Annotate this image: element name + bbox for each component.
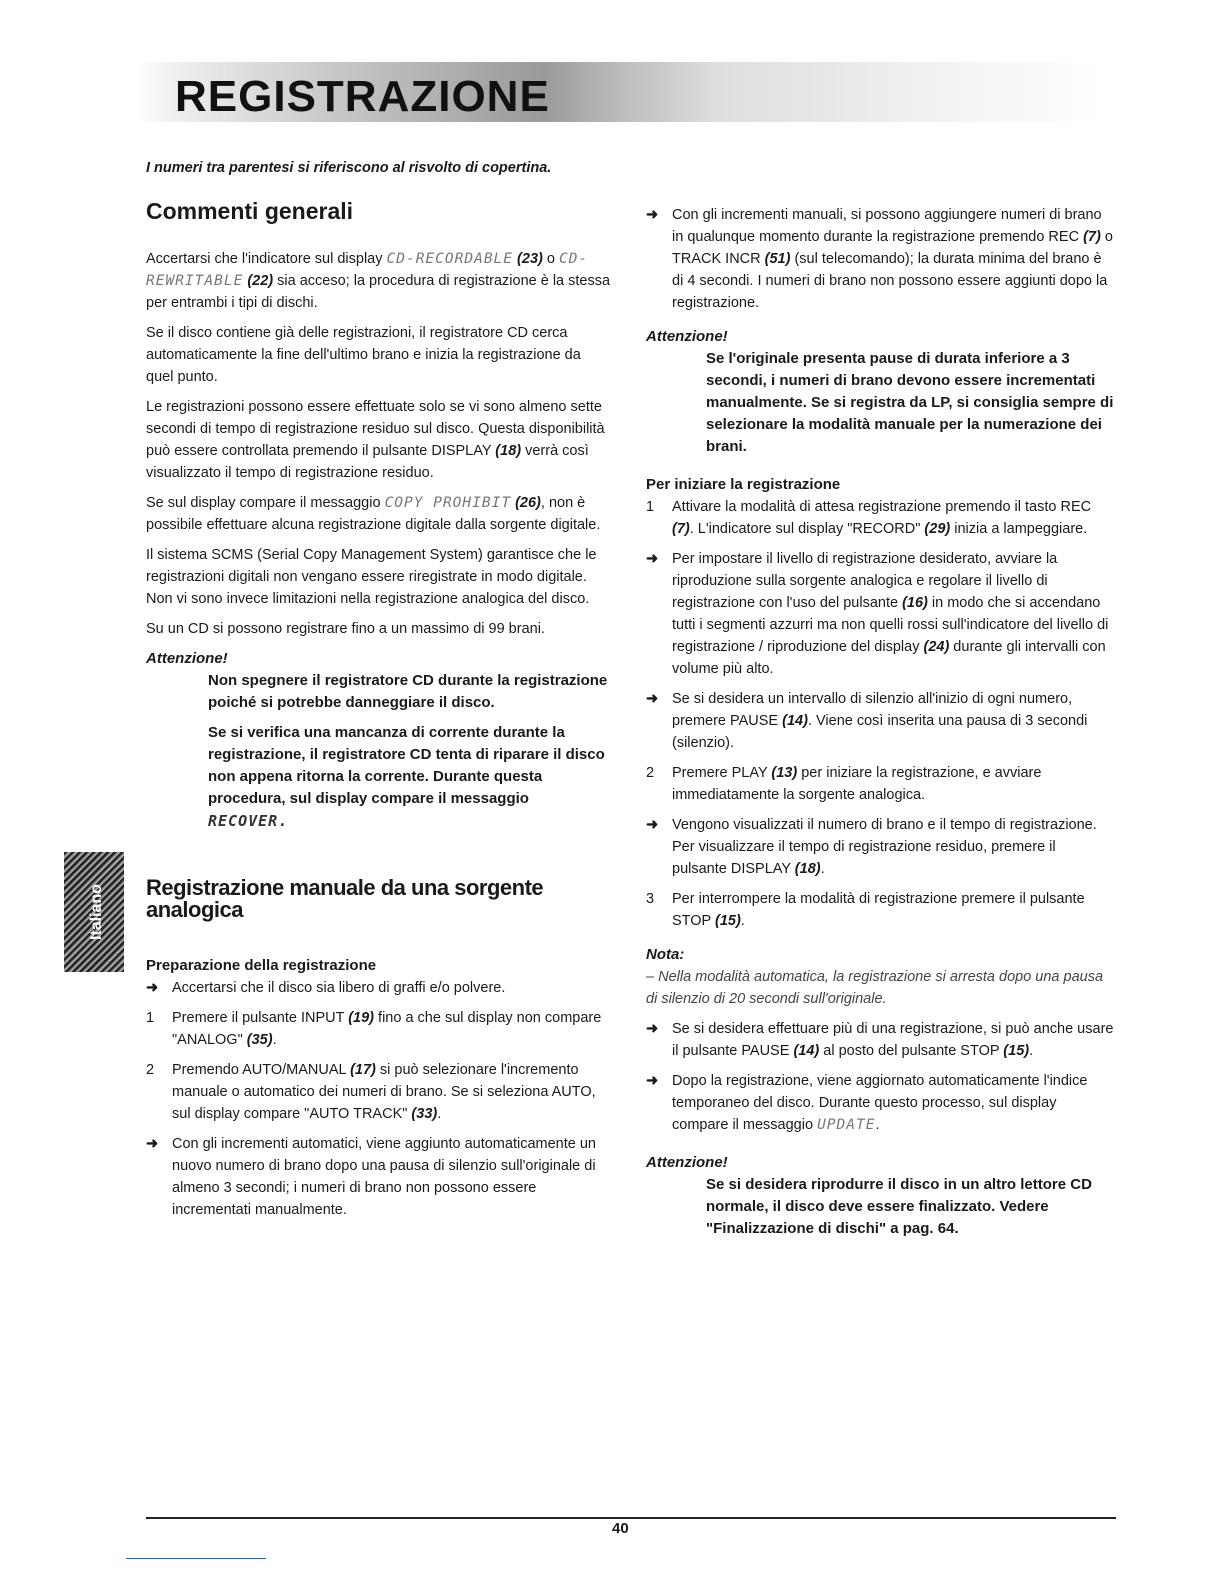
arrow-icon: ➜ <box>146 980 159 996</box>
lcd-recover: RECOVER. <box>208 812 289 830</box>
right-column <box>646 204 1114 1248</box>
arrow-icon: ➜ <box>646 691 659 707</box>
link-underline <box>126 1558 266 1559</box>
paragraph-indicator: Accertarsi che l'indicatore sul display CD-RECORDABLE (23) o CD-REWRITABLE (22) sia acceso; la procedura di registrazione è la stessa per entrambi i tipi di dischi. <box>146 251 611 311</box>
arrow-icon: ➜ <box>146 1136 159 1152</box>
warning-power-off: Non spegnere il registratore CD durante la registrazione poiché si potrebbe danneggiare il disco. <box>208 672 608 711</box>
paragraph-copy-prohibit: Se sul display compare il messaggio COPY PROHIBIT (26), non è possibile effettuare alcuna registrazione digitale dalla sorgente digitale. <box>146 495 601 533</box>
paragraph-scms: Il sistema SCMS (Serial Copy Management System) garantisce che le registrazioni digitali non vengano essere riregistrate in modo digitale. Non vi sono invece limitazioni nella registrazione analogica del disco. <box>146 547 597 607</box>
section-heading-general: Commenti generali <box>146 198 354 224</box>
arrow-icon: ➜ <box>646 551 659 567</box>
list-item: 2 Premere PLAY (13) per iniziare la registrazione, e avviare immediatamente la sorgente analogica. <box>646 765 1042 803</box>
list-item: 1 Premere il pulsante INPUT (19) fino a che sul display non compare "ANALOG" (35). <box>146 1010 602 1048</box>
paragraph-remaining-time: Le registrazioni possono essere effettuate solo se vi sono almeno sette secondi di tempo di registrazione residuo sul disco. Questa disponibilità può essere controllata premendo il pulsante DISPLAY (18) verrà così visualizzato il tempo di registrazione residuo. <box>146 399 605 481</box>
lcd-cd-rewritable: CD-REWRITABLE <box>146 251 589 289</box>
warning-power-failure: Se si verifica una mancanza di corrente durante la registrazione, il registratore CD tenta di riparare il disco non appena ritorna la corrente. Durante questa procedura, sul display compare il messaggio RECOVER. <box>208 724 605 830</box>
side-tab-label: Italiano <box>88 883 105 940</box>
lcd-copy-prohibit: COPY PROHIBIT <box>384 495 512 511</box>
list-item: 3 Per interrompere la modalità di registrazione premere il pulsante STOP (15). <box>646 891 1085 929</box>
list-item: 1 Attivare la modalità di attesa registrazione premendo il tasto REC (7). L'indicatore sul display "RECORD" (29) inizia a lampeggiare. <box>646 499 1092 537</box>
attention-label: Attenzione! <box>146 650 228 667</box>
arrow-icon: ➜ <box>646 1073 659 1089</box>
list-item: ➜ Dopo la registrazione, viene aggiornato automaticamente l'indice temporaneo del disco. Durante questo processo, sul display compare il messaggio UPDATE. <box>646 1070 1114 1136</box>
attention-label: Attenzione! <box>646 328 728 345</box>
paragraph-max-tracks: Su un CD si possono registrare fino a un massimo di 99 brani. <box>146 621 545 637</box>
lcd-cd-recordable: CD-RECORDABLE <box>386 251 514 267</box>
list-item: ➜ Se si desidera effettuare più di una registrazione, si può anche usare il pulsante PAUSE (14) al posto del pulsante STOP (15). <box>646 1018 1114 1062</box>
arrow-icon: ➜ <box>646 1021 659 1037</box>
attention-label: Attenzione! <box>646 1154 728 1171</box>
list-item: ➜ Vengono visualizzati il numero di brano e il tempo di registrazione. Per visualizzare il tempo di registrazione residuo, premere il pulsante DISPLAY (18). <box>646 814 1114 880</box>
list-item: ➜ Con gli incrementi automatici, viene aggiunto automaticamente un nuovo numero di brano dopo una pausa di silenzio sull'originale di almeno 3 secondi; i numeri di brano non possono essere incrementati manualmente. <box>146 1133 612 1221</box>
warning-finalize: Se si desidera riprodurre il disco in un altro lettore CD normale, il disco deve essere finalizzato. Vedere "Finalizzazione di dischi" a pag. 64. <box>706 1176 1092 1237</box>
arrow-icon: ➜ <box>646 207 659 223</box>
note-label: Nota: <box>646 946 685 963</box>
list-item: ➜ Se si desidera un intervallo di silenzio all'inizio di ogni numero, premere PAUSE (14). Viene così inserita una pausa di 3 secondi (silenzio). <box>646 688 1114 754</box>
list-item: 2 Premendo AUTO/MANUAL (17) si può selezionare l'incremento manuale o automatico dei numeri di brano. Se si seleziona AUTO, sul display compare "AUTO TRACK" (33). <box>146 1062 596 1122</box>
lcd-update: UPDATE <box>817 1117 876 1133</box>
subheading-start-recording: Per iniziare la registrazione <box>646 476 841 493</box>
list-item: ➜ Con gli incrementi manuali, si possono aggiungere numeri di brano in qualunque momento durante la registrazione premendo REC (7) o TRACK INCR (51) (sul telecomando); la durata minima del brano è di 4 secondi. I numeri di brano non possono essere aggiunti dopo la registrazione. <box>646 204 1114 314</box>
left-column <box>146 200 612 1229</box>
paragraph-existing-recordings: Se il disco contiene già delle registrazioni, il registratore CD cerca automaticamente la fine dell'ultimo brano e inizia la registrazione da quel punto. <box>146 325 581 385</box>
list-item: ➜ Per impostare il livello di registrazione desiderato, avviare la riproduzione sulla sorgente analogica e regolare il livello di registrazione con l'uso del pulsante (16) in modo che si accendano tutti i segmenti azzurri ma non quelli rossi sull'indicatore del livello di registrazione / riproduzione del display (24) durante gli intervalli con volume più alto. <box>646 548 1114 680</box>
subheading-preparation: Preparazione della registrazione <box>146 957 377 974</box>
warning-short-pauses: Se l'originale presenta pause di durata inferiore a 3 secondi, i numeri di brano devono essere incrementati manualmente. Se si registra da LP, si consiglia sempre di selezionare la modalità manuale per la numerazione dei brani. <box>706 350 1114 455</box>
page-title: REGISTRAZIONE <box>175 72 550 121</box>
list-item: ➜ Accertarsi che il disco sia libero di graffi e/o polvere. <box>146 977 612 999</box>
intro-note: I numeri tra parentesi si riferiscono al risvolto di copertina. <box>146 160 552 176</box>
page-number: 40 <box>612 1520 629 1537</box>
section-heading-manual-analog: Registrazione manuale da una sorgente analogica <box>146 875 544 922</box>
footer-rule <box>146 1517 1116 1519</box>
arrow-icon: ➜ <box>646 817 659 833</box>
note-auto-stop: – Nella modalità automatica, la registrazione si arresta dopo una pausa di silenzio di 20 secondi sull'originale. <box>646 969 1104 1007</box>
